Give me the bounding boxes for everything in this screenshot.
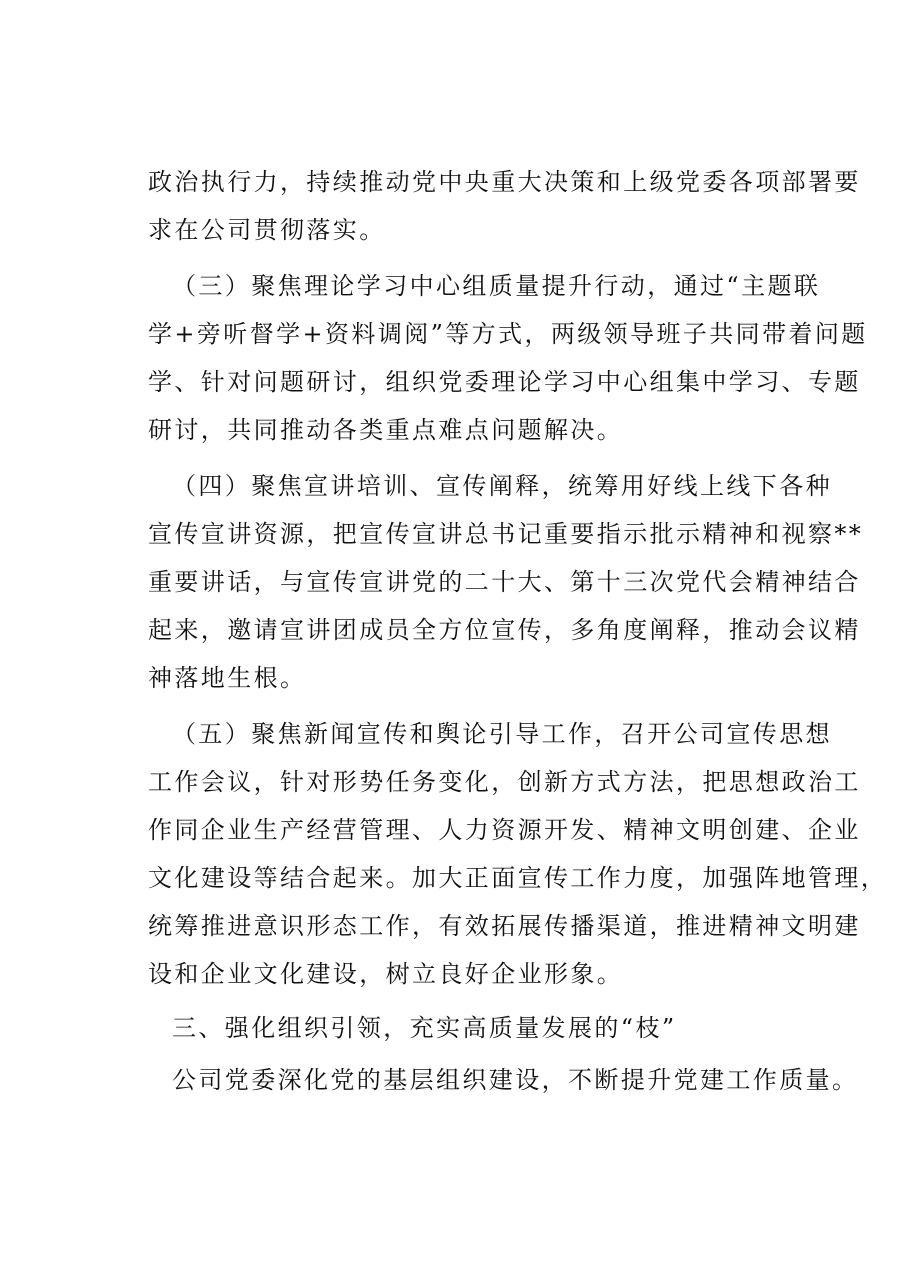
body-text-line: （四）聚焦宣讲培训、宣传阐释，统筹用好线上线下各种 (172, 472, 832, 500)
body-text-line: 文化建设等结合起来。加大正面宣传工作力度，加强阵地管理， (148, 864, 888, 892)
body-text-line: 公司党委深化党的基层组织建设，不断提升党建工作质量。 (172, 1066, 859, 1094)
section-heading: 三、强化组织引领，充实高质量发展的“枝” (172, 1014, 677, 1042)
body-text-line: （三）聚焦理论学习中心组质量提升行动，通过“主题联 (172, 272, 821, 300)
body-text-line: （五）聚焦新闻宣传和舆论引导工作，召开公司宣传思想 (172, 720, 832, 748)
body-text-line: 作同企业生产经营管理、人力资源开发、精神文明创建、企业 (148, 816, 861, 844)
body-text-line: 起来，邀请宣讲团成员全方位宣传，多角度阐释，推动会议精 (148, 616, 861, 644)
body-text-line: 重要讲话，与宣传宣讲党的二十大、第十三次党代会精神结合 (148, 568, 861, 596)
body-text-line: 统筹推进意识形态工作，有效拓展传播渠道，推进精神文明建 (148, 912, 861, 940)
body-text-line: 求在公司贯彻落实。 (148, 216, 386, 244)
body-text-line: 宣传宣讲资源，把宣传宣讲总书记重要指示批示精神和视察** (148, 520, 864, 548)
body-text-line: 研讨，共同推动各类重点难点问题解决。 (148, 416, 624, 444)
body-text-line: 神落地生根。 (148, 664, 307, 692)
body-text-line: 政治执行力，持续推动党中央重大决策和上级党委各项部署要 (148, 168, 861, 196)
body-text-line: 工作会议，针对形势任务变化，创新方式方法，把思想政治工 (148, 768, 861, 796)
body-text-line: 学、针对问题研讨，组织党委理论学习中心组集中学习、专题 (148, 368, 861, 396)
body-text-line: 设和企业文化建设，树立良好企业形象。 (148, 960, 624, 988)
body-text-line: 学+旁听督学+资料调阅”等方式，两级领导班子共同带着问题 (148, 320, 868, 348)
